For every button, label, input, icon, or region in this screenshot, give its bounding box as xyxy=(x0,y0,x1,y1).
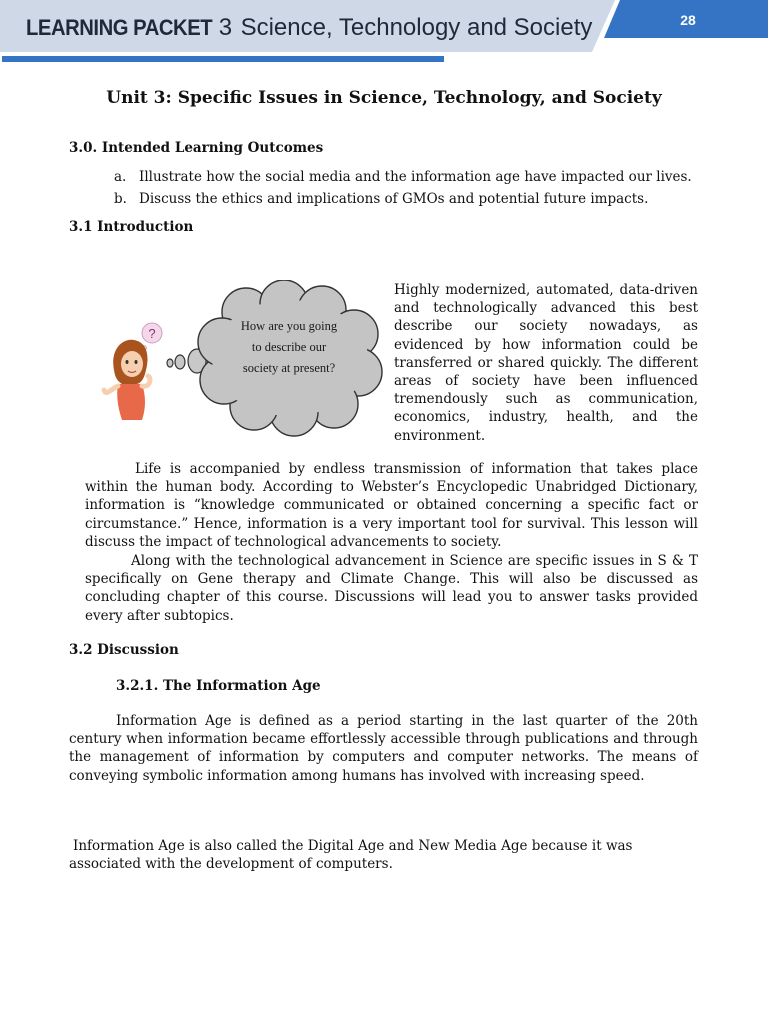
list-item xyxy=(114,167,714,189)
thought-line: How are you going xyxy=(240,319,338,333)
intro-side-paragraph: Highly modernized, automated, data-driven and technologically advanced this best describe our society nowadays, as evidenced by how information could be transferred or shared quickly. The different areas of society have been influenced tremendously such as communication, economics, industry, health, and the environment. xyxy=(394,282,698,444)
thought-line: to describe our xyxy=(251,340,327,354)
list-marker: a. xyxy=(114,169,127,185)
discussion-paragraph-2: Information Age is also called the Digital Age and New Media Age because it was associated with the development of computers. xyxy=(69,838,633,873)
list-item-text: Discuss the ethics and implications of GMOs and potential future impacts. xyxy=(139,191,649,207)
unit-title: Unit 3: Specific Issues in Science, Technology, and Society xyxy=(106,88,662,108)
outcomes-list xyxy=(114,167,714,211)
banner-underline-rule xyxy=(2,56,444,62)
intro-paragraph-2: Along with the technological advancement in Science are specific issues in S & T specifically on Gene therapy and Climate Change. This will also be discussed as concluding chapter of this course. Discussions will lead you to answer tasks provided every after subtopics. xyxy=(85,553,698,624)
list-item-text: Illustrate how the social media and the information age have impacted our lives. xyxy=(139,169,692,185)
question-bubble xyxy=(142,323,163,351)
list-item xyxy=(114,189,714,211)
page-number: 28 xyxy=(680,12,696,28)
discussion-heading: 3.2 Discussion xyxy=(69,642,179,658)
woman-thinking-icon xyxy=(104,340,150,420)
outcomes-heading: 3.0. Intended Learning Outcomes xyxy=(69,140,324,156)
packet-title xyxy=(26,14,592,42)
intro-paragraph-1: Life is accompanied by endless transmission of information that takes place within the human body. According to Webster’s Encyclopedic Unabridged Dictionary, information is “knowledge communicated or obtained concerning a specific fact or circumstance.” Hence, information is a very important tool for survival. This lesson will discuss the impact of technological advancements to society. xyxy=(85,461,698,550)
subject-title: Science, Technology and Society xyxy=(240,14,593,41)
information-age-subheading: 3.2.1. The Information Age xyxy=(116,678,321,694)
question-mark: ? xyxy=(148,326,156,341)
list-marker: b. xyxy=(114,191,127,207)
discussion-paragraph-1: Information Age is defined as a period starting in the last quarter of the 20th century when information became effortlessly accessible through publications and through the management of information by computers and computer networks. The means of conveying symbolic information among humans has involved with increasing speed. xyxy=(69,713,698,784)
packet-label: LEARNING PACKET xyxy=(26,15,213,40)
thought-bubble-text xyxy=(228,316,350,379)
packet-number: 3 xyxy=(218,14,233,41)
introduction-heading: 3.1 Introduction xyxy=(69,219,194,235)
thought-line: society at present? xyxy=(242,361,336,375)
